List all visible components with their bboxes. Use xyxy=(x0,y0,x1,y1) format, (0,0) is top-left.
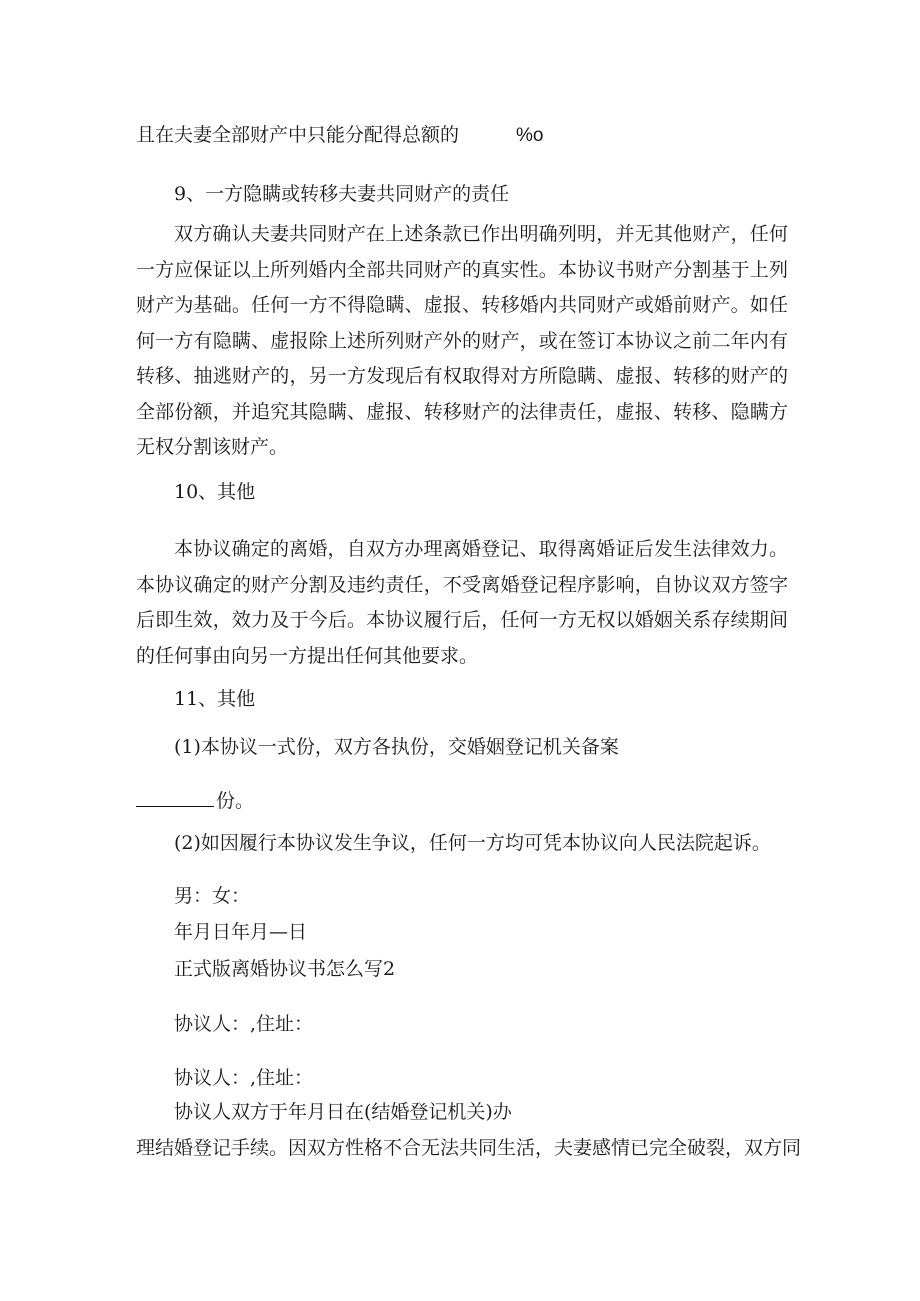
signature-dates: 年月日年月—日 xyxy=(174,921,308,943)
intro-line-1: 协议人双方于年月日在(结婚登记机关)办 xyxy=(174,1101,512,1123)
copies-suffix: 份。 xyxy=(216,790,255,812)
section-10-title: 10、其他 xyxy=(174,481,256,503)
share-line: 且在夫妻全部财产中只能分配得总额的 xyxy=(136,124,460,146)
next-document-title: 正式版离婚协议书怎么写2 xyxy=(174,958,396,980)
party-2-line: 协议人：,住址： xyxy=(174,1067,314,1089)
section-9-body: 双方确认夫妻共同财产在上述条款已作出明确列明，并无其他财产，任何一方应保证以上所列婚内全部共同财产的真实性。本协议书财产分割基于上列财产为基础。任何一方不得隐瞒、虚报、转移婚内共同财产或婚前财产。如任何一方有隐瞒、虚报除上述所列财产外的财产，或在签订本协议之前二年内有转移、抽逃财产的，另一方发现后有权取得对方所隐瞒、虚报、转移的财产的全部份额，并追究其隐瞒、虚报、转移财产的法律责任，虚报、转移、隐瞒方无权分割该财产。 xyxy=(136,223,788,458)
fill-in-blank xyxy=(136,788,214,807)
section-10-body: 本协议确定的离婚，自双方办理离婚登记、取得离婚证后发生法律效力。本协议确定的财产分割及违约责任，不受离婚登记程序影响，自协议双方签字后即生效，效力及于今后。本协议履行后，任何一方无权以婚姻关系存续期间的任何事由向另一方提出任何其他要求。 xyxy=(136,538,788,667)
section-11-item-1: (1)本协议一式份，双方各执份，交婚姻登记机关备案 xyxy=(174,736,619,758)
section-11-item-2: (2)如因履行本协议发生争议，任何一方均可凭本协议向人民法院起诉。 xyxy=(174,832,771,854)
section-11-item-1-continued xyxy=(136,788,254,813)
signature-labels: 男：女： xyxy=(174,885,251,907)
intro-line-2: 理结婚登记手续。因双方性格不合无法共同生活，夫妻感情已完全破裂，双方同 xyxy=(136,1137,802,1159)
share-percent: %o xyxy=(516,125,544,146)
section-11-title: 11、其他 xyxy=(174,688,256,710)
section-9-title: 9、一方隐瞒或转移夫妻共同财产的责任 xyxy=(174,183,510,205)
party-1-line: 协议人：,住址： xyxy=(174,1013,314,1035)
